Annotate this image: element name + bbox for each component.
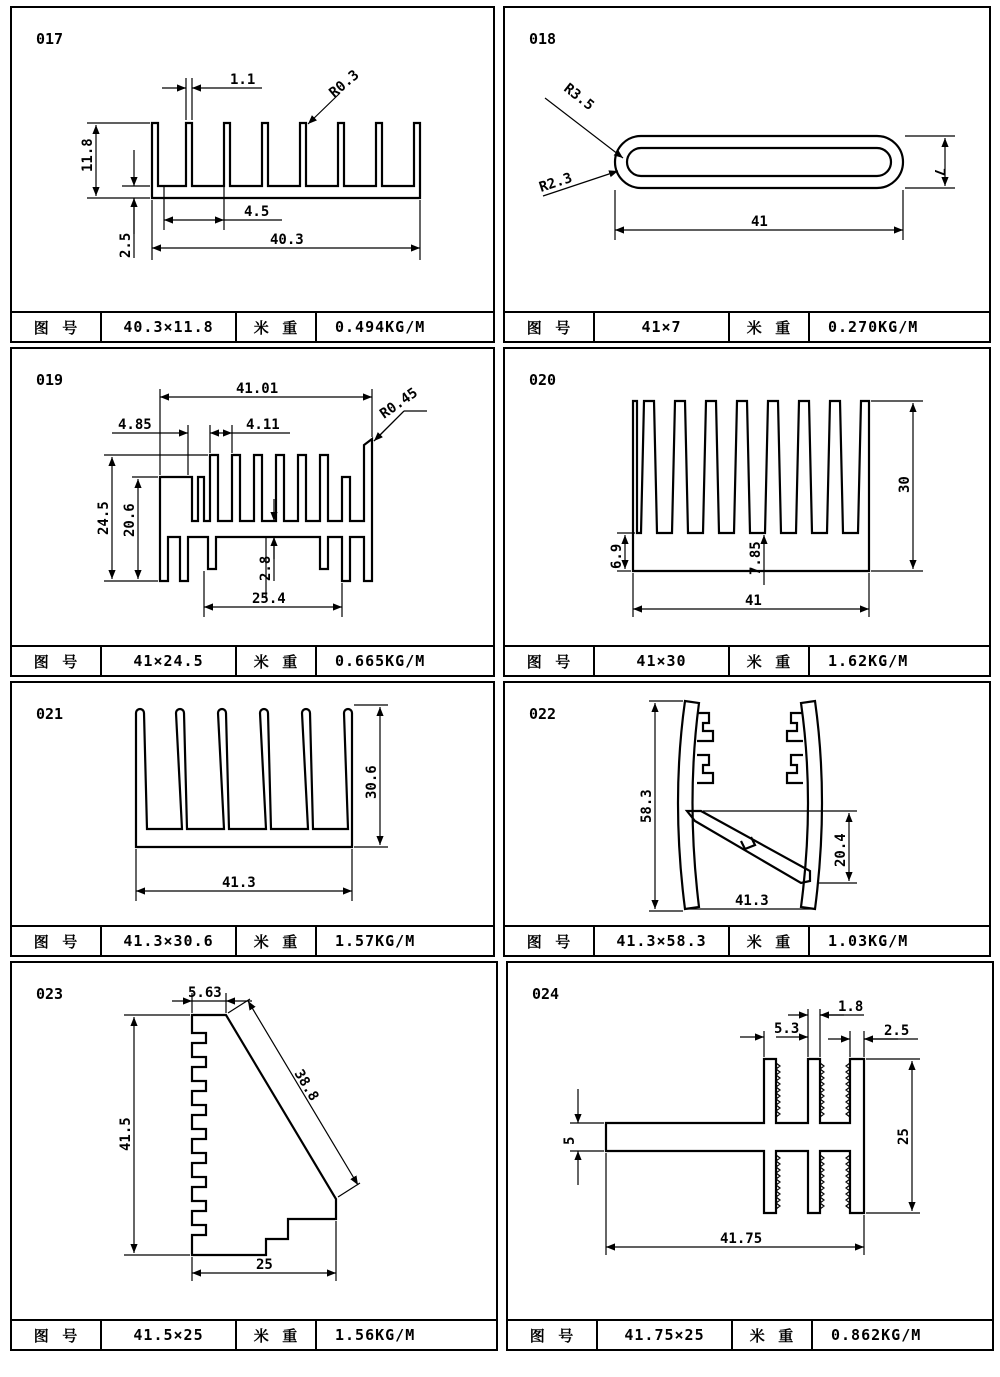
dim-inner-radius: R2.3 [537, 170, 575, 196]
dim-width: 40.3 [270, 232, 304, 248]
dim-left-offset: 4.85 [118, 417, 152, 433]
weight-label: 米 重 [733, 1321, 813, 1349]
dim-top-width: 5.63 [188, 985, 222, 1001]
heatsink-profile [152, 123, 420, 198]
spec-row [12, 925, 493, 955]
figure-no-label: 图 号 [508, 1321, 598, 1349]
dim-fin-pitch: 5.3 [774, 1021, 800, 1037]
spec-row [12, 645, 493, 675]
heatsink-profile [192, 1015, 336, 1255]
figure-no-label: 图 号 [505, 313, 595, 341]
dim-fin-pitch: 4.5 [244, 204, 270, 220]
profile-size: 41×7 [595, 313, 730, 341]
profile-id: 018 [529, 30, 557, 48]
weight-label: 米 重 [237, 927, 317, 955]
profile-weight: 1.62KG/M [828, 652, 909, 670]
profile-drawing-017 [12, 8, 493, 313]
weight-label: 米 重 [730, 927, 810, 955]
profile-drawing-019 [12, 349, 493, 647]
tube-inner [627, 148, 891, 176]
figure-no-label: 图 号 [505, 647, 595, 675]
dim-width: 41 [751, 214, 768, 230]
dim-rib-height: 20.4 [833, 833, 849, 867]
spec-row [12, 311, 493, 341]
dim-width: 41.01 [236, 381, 279, 397]
dim-fin-gap: 7.85 [748, 541, 764, 575]
profile-id: 022 [529, 705, 557, 723]
dim-fin-thickness: 1.1 [230, 72, 256, 88]
dim-height: 30 [897, 476, 913, 493]
profile-card-019 [10, 347, 495, 677]
profile-size: 40.3×11.8 [102, 313, 237, 341]
heatsink-profile [606, 1059, 864, 1213]
spec-row [505, 311, 989, 341]
profile-card-020 [503, 347, 991, 677]
profile-id: 017 [36, 30, 64, 48]
heatsink-profile [136, 709, 352, 847]
figure-no-label: 图 号 [505, 927, 595, 955]
dim-radius: R0.3 [326, 67, 363, 102]
dim-total-height: 24.5 [96, 501, 112, 535]
dim-radius: R0.45 [377, 384, 421, 423]
profile-card-021 [10, 681, 495, 957]
profile-drawing-021 [12, 683, 493, 927]
dim-fin-thickness: 1.8 [838, 999, 864, 1015]
dim-width: 41 [745, 593, 762, 609]
profile-size: 41×30 [595, 647, 730, 675]
spec-row [508, 1319, 992, 1349]
figure-no-label: 图 号 [12, 1321, 102, 1349]
profile-left-wall [678, 701, 699, 909]
weight-label: 米 重 [730, 647, 810, 675]
profile-id: 021 [36, 705, 64, 723]
profile-card-024 [506, 961, 994, 1351]
tube-outer [615, 136, 903, 188]
profile-right-teeth [787, 713, 803, 783]
dim-fin-height: 20.6 [122, 503, 138, 537]
spec-row [12, 1319, 496, 1349]
profile-size: 41×24.5 [102, 647, 237, 675]
dim-edge-fin: 2.5 [884, 1023, 910, 1039]
dim-slope-length: 38.8 [290, 1066, 322, 1104]
dim-width: 41.3 [222, 875, 256, 891]
profile-id: 019 [36, 371, 64, 389]
dim-outer-radius: R3.5 [560, 80, 597, 114]
profile-weight: 0.862KG/M [831, 1326, 922, 1344]
profile-weight: 0.665KG/M [335, 652, 426, 670]
dim-base-thickness: 2.5 [118, 232, 134, 258]
profile-weight: 1.56KG/M [335, 1326, 416, 1344]
profile-weight: 0.270KG/M [828, 318, 919, 336]
dim-width: 41.75 [720, 1231, 763, 1247]
fin-serration [776, 1063, 850, 1209]
figure-no-label: 图 号 [12, 313, 102, 341]
weight-label: 米 重 [237, 647, 317, 675]
figure-no-label: 图 号 [12, 647, 102, 675]
dim-height: 7 [931, 168, 947, 177]
profile-size: 41.3×58.3 [595, 927, 730, 955]
dim-lower-span: 25.4 [252, 591, 286, 607]
dim-base-width: 25 [256, 1257, 273, 1273]
profile-weight: 1.57KG/M [335, 932, 416, 950]
profile-size: 41.3×30.6 [102, 927, 237, 955]
spec-row [505, 925, 989, 955]
profile-card-023 [10, 961, 498, 1351]
dim-arm-thickness: 5 [562, 1136, 578, 1145]
dim-base-height: 6.9 [609, 543, 625, 569]
profile-drawing-022 [505, 683, 989, 927]
profile-drawing-020 [505, 349, 989, 647]
dim-height: 25 [896, 1128, 912, 1145]
dim-height: 58.3 [639, 789, 655, 823]
dim-base-thickness: 2.8 [258, 555, 274, 581]
profile-weight: 1.03KG/M [828, 932, 909, 950]
weight-label: 米 重 [237, 1321, 317, 1349]
profile-size: 41.5×25 [102, 1321, 237, 1349]
profile-drawing-018 [505, 8, 989, 313]
dim-height: 30.6 [364, 765, 380, 799]
profile-right-wall [801, 701, 822, 909]
profile-size: 41.75×25 [598, 1321, 733, 1349]
profile-weight: 0.494KG/M [335, 318, 426, 336]
profile-drawing-023 [12, 963, 496, 1321]
dim-fin-pitch: 4.11 [246, 417, 280, 433]
profile-drawing-024 [508, 963, 992, 1321]
profile-left-teeth [697, 713, 713, 783]
profile-card-018 [503, 6, 991, 343]
figure-no-label: 图 号 [12, 927, 102, 955]
dim-height: 41.5 [118, 1117, 134, 1151]
dim-height: 11.8 [80, 138, 96, 172]
weight-label: 米 重 [237, 313, 317, 341]
dim-width: 41.3 [735, 893, 769, 909]
rib-notch [741, 837, 755, 849]
profile-card-017 [10, 6, 495, 343]
profile-id: 023 [36, 985, 64, 1003]
profile-id: 020 [529, 371, 557, 389]
weight-label: 米 重 [730, 313, 810, 341]
spec-row [505, 645, 989, 675]
profile-id: 024 [532, 985, 560, 1003]
profile-card-022 [503, 681, 991, 957]
